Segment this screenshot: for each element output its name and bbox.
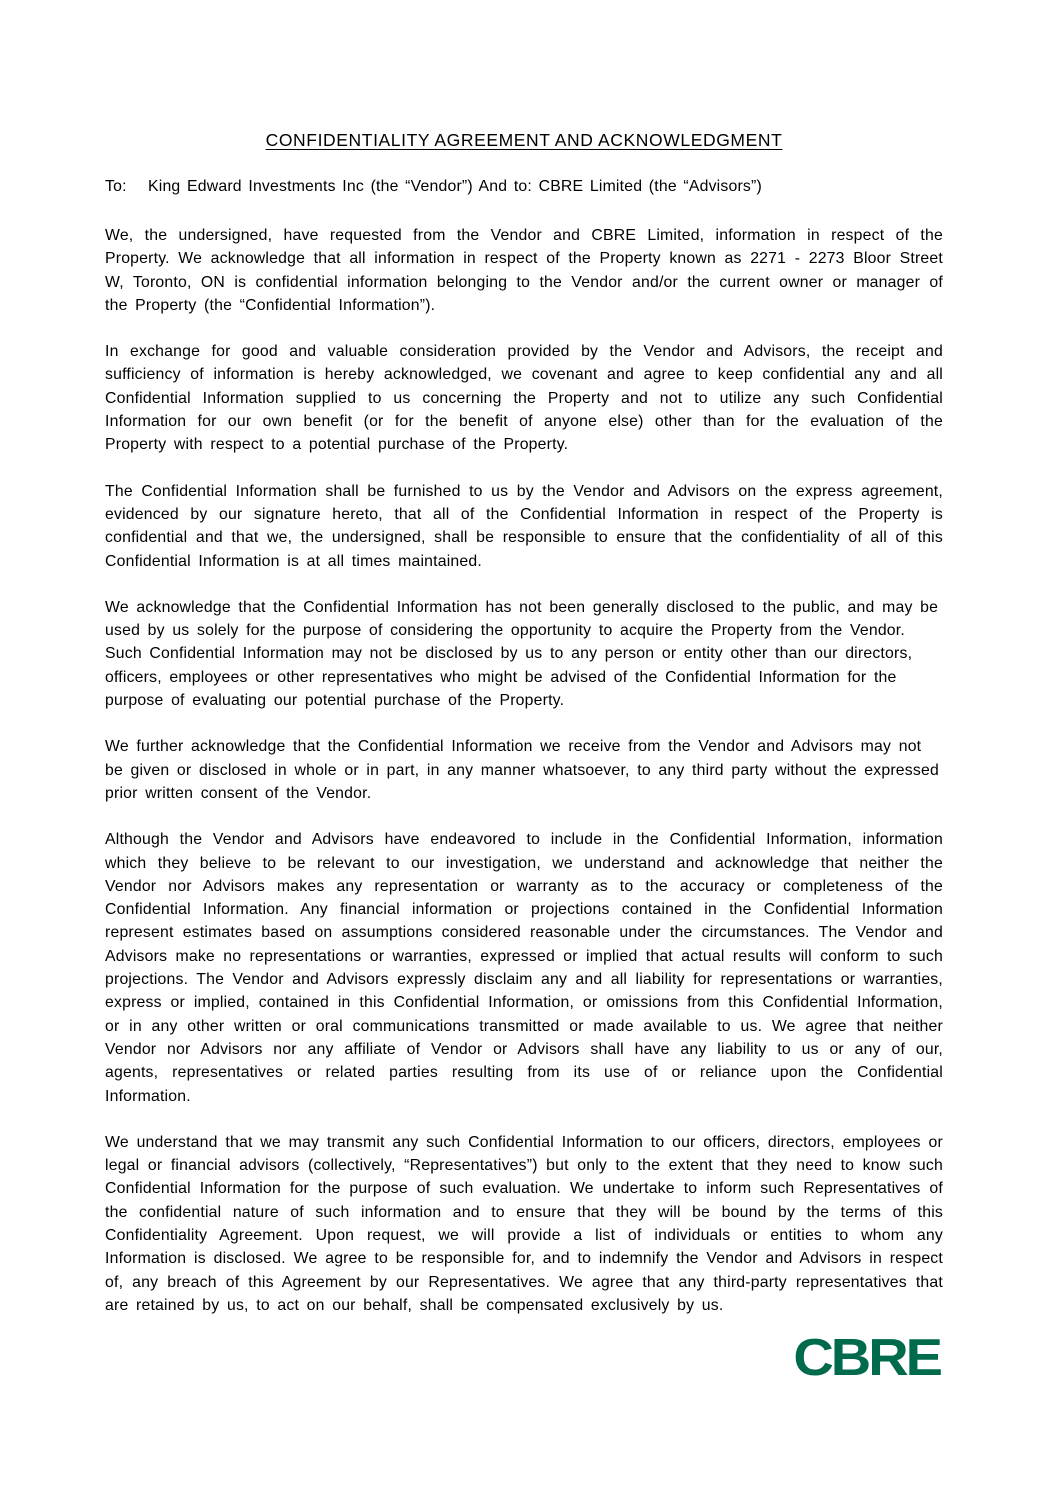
paragraph: We acknowledge that the Confidential Information has not been generally disclosed to the public, and may be used by us solely for the purpose of considering the opportunity to acquire the Property from the Vendor. Such Confidential Information may not be disclosed by us to any person or entity other than our directors, officers, employees or other representatives who might be advised of the Confidential Information for the purpose of evaluating our potential purchase of the Property.	[105, 598, 939, 710]
recipient-line	[105, 178, 943, 196]
recipient-text: King Edward Investments Inc (the “Vendor”) And to: CBRE Limited (the “Advisors”)	[148, 178, 762, 195]
paragraph: Although the Vendor and Advisors have endeavored to include in the Confidential Information, information which they believe to be relevant to our investigation, we understand and acknowledge that neither the Vendor nor Advisors makes any representation or warranty as to the accuracy or completeness of the Confidential Information. Any financial information or projections contained in the Confidential Information represent estimates based on assumptions considered reasonable under the circumstances. The Vendor and Advisors make no representations or warranties, expressed or implied that actual results will conform to such projections. The Vendor and Advisors expressly disclaim any and all liability for representations or warranties, express or implied, contained in this Confidential Information, or omissions from this Confidential Information, or in any other written or oral communications transmitted or made available to us. We agree that neither Vendor nor Advisors nor any affiliate of Vendor or Advisors shall have any liability to us or any of our, agents, representatives or related parties resulting from its use of or reliance upon the Confidential Information.	[105, 831, 943, 1105]
paragraph: We further acknowledge that the Confidential Information we receive from the Vendor and Advisors may not be given or disclosed in whole or in part, in any manner whatsoever, to any third party without the expressed prior written consent of the Vendor.	[105, 738, 939, 802]
paragraph: In exchange for good and valuable consideration provided by the Vendor and Advisors, the receipt and sufficiency of information is hereby acknowledged, we covenant and agree to keep confidential any and all Confidential Information supplied to us concerning the Property and not to utilize any such Confidential Information for our own benefit (or for the benefit of anyone else) other than for the evaluation of the Property with respect to a potential purchase of the Property.	[105, 343, 943, 454]
recipient-label: To:	[105, 178, 127, 195]
paragraph: The Confidential Information shall be furnished to us by the Vendor and Advisors on the express agreement, evidenced by our signature hereto, that all of the Confidential Information in respect of the Property is confidential and that we, the undersigned, shall be responsible to ensure that the confidentiality of all of this Confidential Information is at all times maintained.	[105, 482, 943, 570]
document-content	[105, 130, 943, 1340]
paragraphs	[105, 224, 943, 1317]
cbre-logo: CBRE	[793, 1328, 940, 1387]
document-title: CONFIDENTIALITY AGREEMENT AND ACKNOWLEDGMENT	[265, 130, 783, 150]
paragraph: We understand that we may transmit any such Confidential Information to our officers, directors, employees or legal or financial advisors (collectively, “Representatives”) but only to the extent that they need to know such Confidential Information for the purpose of such evaluation. We undertake to inform such Representatives of the confidential nature of such information and to ensure that they will be bound by the terms of this Confidentiality Agreement. Upon request, we will provide a list of individuals or entities to whom any Information is disclosed. We agree to be responsible for, and to indemnify the Vendor and Advisors in respect of, any breach of this Agreement by our Representatives. We agree that any third-party representatives that are retained by us, to act on our behalf, shall be compensated exclusively by us.	[105, 1133, 943, 1314]
paragraph: We, the undersigned, have requested from the Vendor and CBRE Limited, information in respect of the Property. We acknowledge that all information in respect of the Property known as 2271 - 2273 Bloor Street W, Toronto, ON is confidential information belonging to the Vendor and/or the current owner or manager of the Property (the “Confidential Information”).	[105, 227, 943, 314]
